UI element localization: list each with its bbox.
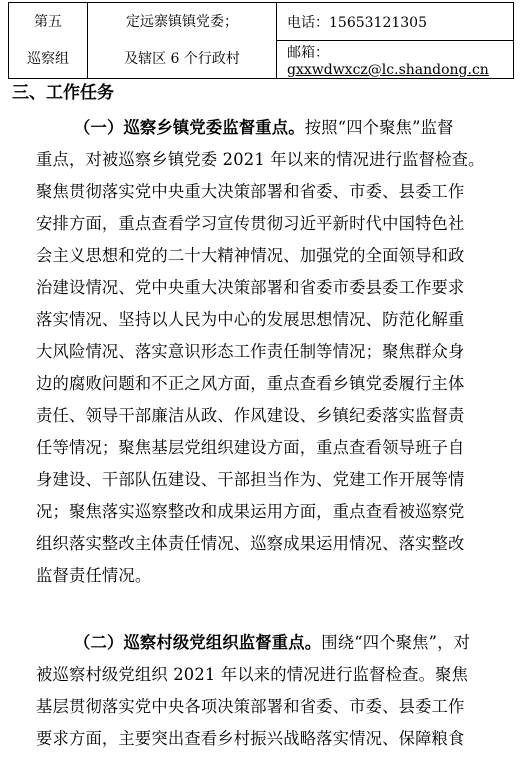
paragraph-2 xyxy=(36,627,504,755)
paragraph-1-line: 会主义思想和党的二十大精神情况、加强党的全面领导和政 xyxy=(36,246,465,265)
phone-cell xyxy=(277,3,514,41)
paragraph-2-first-line xyxy=(36,627,504,659)
paragraph-1-line: 责任、领导干部廉洁从政、作风建设、乡镇纪委落实监督责 xyxy=(36,406,465,425)
phone-number: 15653121305 xyxy=(329,14,427,31)
target-cell xyxy=(88,3,277,79)
paragraph-1 xyxy=(36,112,504,592)
paragraph-1-line: 重点，对被巡察乡镇党委 2021 年以来的情况进行监督检查。 xyxy=(36,150,485,169)
paragraph-1-line: 身建设、干部队伍建设、干部担当作为、党建工作开展等情 xyxy=(36,470,465,489)
paragraph-2-line: 围绕“四个聚焦”，对 xyxy=(321,633,471,652)
team-cell xyxy=(9,3,88,79)
paragraph-1-line: 监督责任情况。 xyxy=(36,566,152,585)
target-line-1: 定远寨镇镇党委； xyxy=(126,13,238,30)
paragraph-1-line: 组织落实整改主体责任情况、巡察成果运用情况、落实整改 xyxy=(36,534,465,553)
email-link[interactable]: gxxwdwxcz@lc.shandong.cn xyxy=(287,61,489,78)
paragraph-1-line: 安排方面，重点查看学习宣传贯彻习近平新时代中国特色社 xyxy=(36,214,465,233)
phone-label: 电话： xyxy=(287,14,329,31)
paragraph-2-heading: （二）巡察村级党组织监督重点。 xyxy=(74,633,322,652)
paragraph-1-line: 治建设情况、党中央重大决策部署和省委市委县委工作要求 xyxy=(36,278,465,297)
target-line-2: 及辖区 6 个行政村 xyxy=(124,50,240,67)
paragraph-1-line: 任等情况；聚焦基层党组织建设方面，重点查看领导班子自 xyxy=(36,438,465,457)
paragraph-2-line: 要求方面，主要突出查看乡村振兴战略落实情况、保障粮食 xyxy=(36,729,465,748)
paragraph-2-line: 基层贯彻落实党中央各项决策部署和省委、市委、县委工作 xyxy=(36,697,465,716)
paragraph-1-heading: （一）巡察乡镇党委监督重点。 xyxy=(74,118,305,137)
table-row xyxy=(9,3,514,41)
paragraph-1-line: 大风险情况、落实意识形态工作责任制等情况；聚焦群众身 xyxy=(36,342,465,361)
section-title: 三、工作任务 xyxy=(12,83,114,103)
paragraph-1-line: 落实情况、坚持以人民为中心的发展思想情况、防范化解重 xyxy=(36,310,465,329)
team-line-2: 巡察组 xyxy=(27,50,69,67)
paragraph-1-line: 况；聚焦落实巡察整改和成果运用方面，重点查看被巡察党 xyxy=(36,502,465,521)
team-line-1: 第五 xyxy=(34,13,62,30)
inspection-info-table xyxy=(8,2,514,79)
paragraph-1-line: 聚焦贯彻落实党中央重大决策部署和省委、市委、县委工作 xyxy=(36,182,465,201)
paragraph-1-first-line xyxy=(36,112,504,144)
email-cell xyxy=(277,41,514,79)
paragraph-2-line: 被巡察村级党组织 2021 年以来的情况进行监督检查。聚焦 xyxy=(36,665,469,684)
paragraph-1-line: 按照“四个聚焦”监督 xyxy=(304,118,454,137)
paragraph-1-line: 边的腐败问题和不正之风方面，重点查看乡镇党委履行主体 xyxy=(36,374,465,393)
email-label: 邮箱： xyxy=(287,44,329,61)
